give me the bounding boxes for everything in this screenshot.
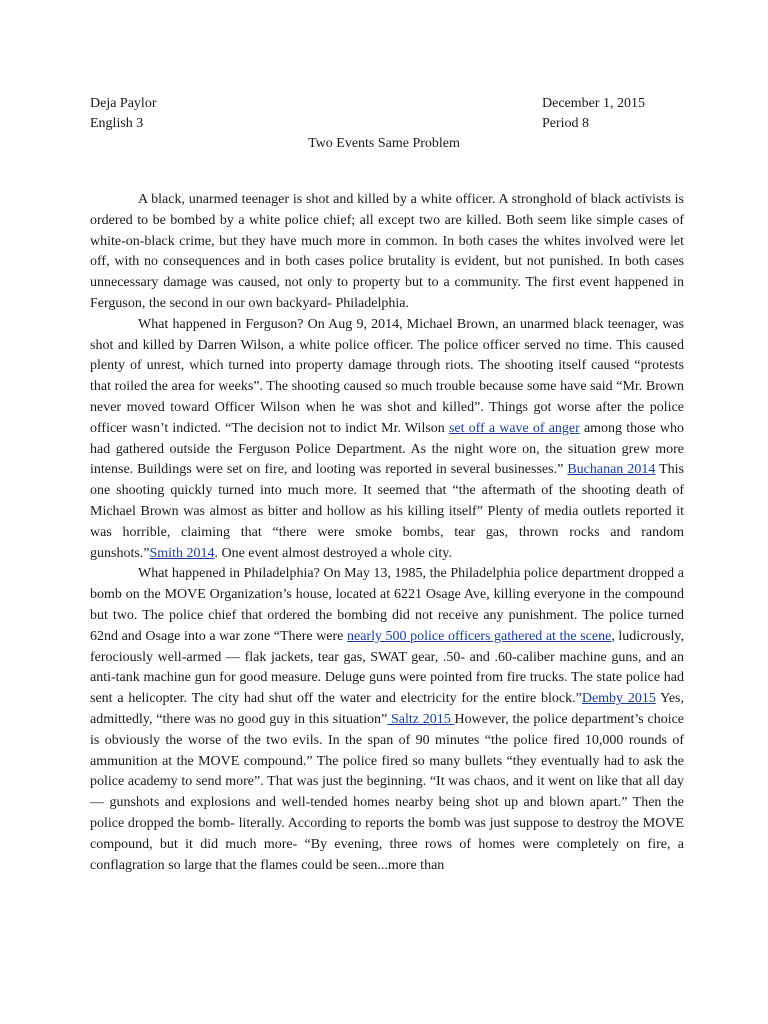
link-police-officers[interactable]: nearly 500 police officers gathered at the scene bbox=[346, 628, 612, 644]
paragraph-philadelphia bbox=[90, 564, 684, 876]
paragraph-ferguson bbox=[90, 315, 684, 565]
paragraph-text: A black, unarmed teenager is shot and killed by a white officer. A stronghold of black activists is ordered to be bombed by a white police chief; all except two are killed. Both seem like simple cases of white-on-black crime, but they have much more in common. In both cases the whites involved were let off, with no consequences and in both cases police brutality is evident, but not punished. In both cases unnecessary damage was caused, not only to property but to a community. The first event happened in Ferguson, the second in our own backyard- Philadelphia. bbox=[90, 192, 684, 311]
paragraph-intro bbox=[90, 190, 684, 315]
essay-body bbox=[90, 190, 684, 876]
essay-title: Two Events Same Problem bbox=[308, 136, 460, 151]
paragraph-text: among those who had gathered outside the Ferguson Police Department. As the night wore on, the situation grew more intense. Buildings were set on fire, and looting was reported in several businesses.” bbox=[90, 420, 684, 478]
link-smith-2014[interactable]: Smith 2014 bbox=[149, 545, 215, 561]
link-buchanan-2014[interactable]: Buchanan 2014 bbox=[567, 462, 656, 478]
paragraph-text: What happened in Philadelphia? On May 13, 1985, the Philadelphia police department dropped a bomb on the MOVE Organization’s house, located at 6221 Osage Ave, killing everyone in the compound but two. The police chief that ordered the bombing did not receive any punishment. The police turned 62nd and Osage into a war zone “There were bbox=[90, 566, 684, 644]
paragraph-text: However, the police department’s choice is obviously the worse of the two evils. In the span of 90 minutes “the police fired 10,000 rounds of ammunition at the MOVE compound.” The police fired so many bullets “they eventually had to ask the police academy to send more”. That was just the beginning. “It was chaos, and it went on like that all day — gunshots and explosions and well-tended homes nearby being shot up and blown apart.” Then the police dropped the bomb- literally. According to reports the bomb was just suppose to destroy the MOVE compound, but it did much more- “By evening, three rows of homes were completely on fire, a conflagration so large that the flames could be seen...more than bbox=[90, 711, 685, 873]
link-saltz-2015[interactable]: Saltz 2015 bbox=[387, 711, 455, 727]
paragraph-text: What happened in Ferguson? On Aug 9, 2014, Michael Brown, an unarmed black teenager, was shot and killed by Darren Wilson, a white police officer. The police officer served no time. This caused plenty of unrest, which turned into property damage through riots. The shooting itself caused “protests that roiled the area for weeks”. The shooting caused so much trouble because some have said “Mr. Brown never moved toward Officer Wilson when he was shot and killed”. Things got worse after the police officer wasn’t indicted. “The decision not to indict Mr. Wilson bbox=[90, 316, 684, 436]
paragraph-text: This one shooting quickly turned into much more. It seemed that “the aftermath of the shooting death of Michael Brown was almost as bitter and hollow as his killing itself” Plenty of media outlets reported it was horrible, claiming that “there were smoke bombs, tear gas, thrown rocks and random gunshots.” bbox=[90, 462, 684, 561]
class-period: Period 8 bbox=[542, 116, 590, 131]
link-demby-2015[interactable]: Demby 2015 bbox=[581, 691, 656, 707]
paragraph-text: Yes, admittedly, “there was no good guy in this situation” bbox=[90, 691, 684, 727]
course-name: English 3 bbox=[90, 116, 144, 131]
paragraph-text: , ludicrously, ferociously well-armed — flak jackets, tear gas, SWAT gear, .50- and .60-caliber machine guns, and an anti-tank machine gun for good measure. Deluge guns were pointed from fire trucks. The state police had sent a helicopter. The city had shut off the water and electricity for the entire block.” bbox=[90, 628, 684, 707]
paragraph-text: . One event almost destroyed a whole city. bbox=[214, 545, 452, 561]
author-name: Deja Paylor bbox=[90, 96, 157, 111]
link-wave-of-anger[interactable]: set off a wave of anger bbox=[448, 420, 580, 436]
date: December 1, 2015 bbox=[542, 96, 646, 111]
